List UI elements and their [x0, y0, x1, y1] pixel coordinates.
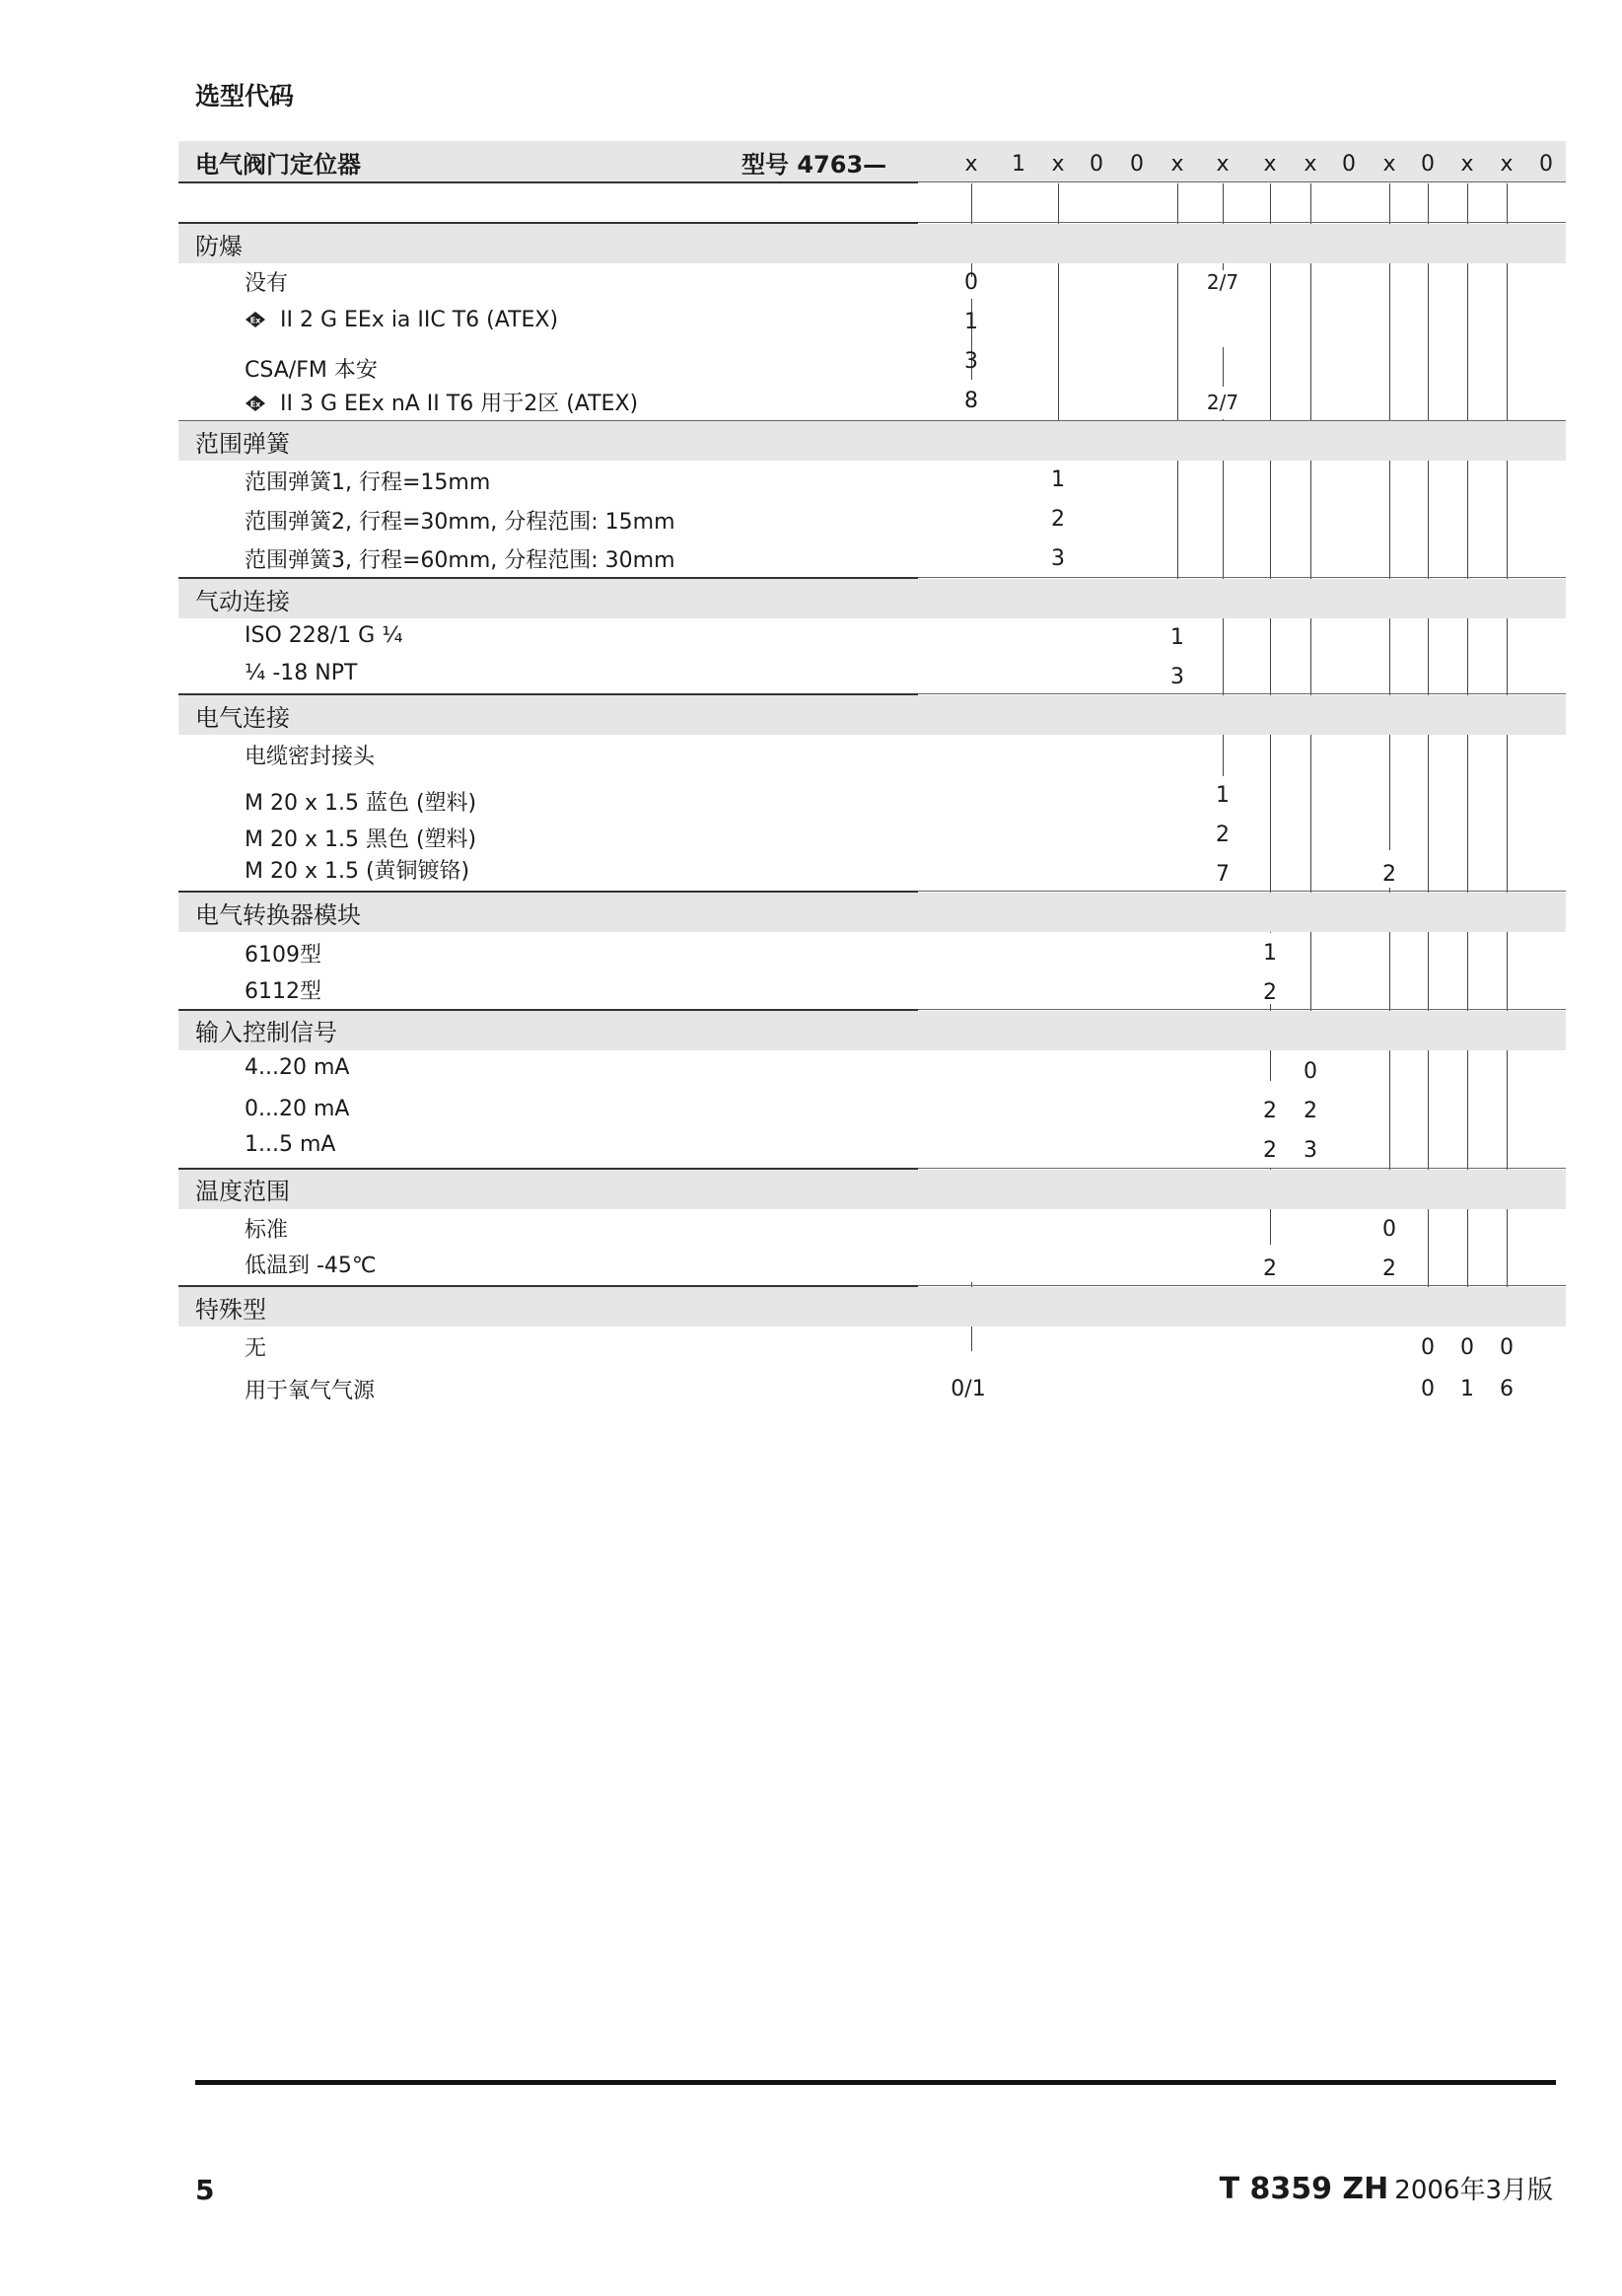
code-pos-1: x: [964, 152, 978, 177]
rule-temp-right: [918, 1168, 1566, 1169]
document-reference: [1220, 2170, 1553, 2206]
code-pos-11: x: [1382, 152, 1396, 177]
code-pos-4: 0: [1090, 152, 1103, 177]
code-spring-3: 3: [1051, 546, 1065, 571]
page-number: 5: [195, 2174, 215, 2206]
option-input-1-5: 1...5 mA: [245, 1132, 336, 1157]
section-title-special: 特殊型: [195, 1296, 266, 1324]
code-pos-9: x: [1304, 152, 1317, 177]
option-ex-atex-na-label: II 3 G EEx nA II T6 用于2区 (ATEX): [280, 392, 639, 416]
option-elec-blue: M 20 x 1.5 蓝色 (塑料): [245, 791, 477, 816]
band-pneu: [178, 579, 1566, 618]
option-temp-low: 低温到 -45℃: [245, 1254, 377, 1278]
code-spring-2: 2: [1051, 507, 1065, 532]
code-elec-brass: 7: [1216, 862, 1230, 887]
code-spring-1: 1: [1051, 467, 1065, 492]
code-temp-standard: 0: [1382, 1217, 1396, 1242]
code-input-0-20-a: 2: [1263, 1099, 1277, 1123]
code-pneu-iso: 1: [1170, 625, 1184, 650]
edition: 2006年3月版: [1394, 2176, 1553, 2205]
band-special: [178, 1287, 1566, 1327]
section-title-spring: 范围弹簧: [195, 430, 290, 458]
band-conv: [178, 893, 1566, 932]
section-title-elec: 电气连接: [195, 704, 290, 732]
code-conv-6109: 1: [1263, 941, 1277, 966]
code-elec-blue: 1: [1216, 783, 1230, 808]
option-special-none: 无: [245, 1336, 267, 1361]
footer-rule: [195, 2080, 1556, 2085]
option-ex-csa-fm: CSA/FM 本安: [245, 358, 378, 383]
svg-text:Ex: Ex: [249, 316, 261, 325]
option-input-4-20: 4...20 mA: [245, 1055, 350, 1080]
code-special-none-2: 0: [1460, 1335, 1474, 1360]
ex-mark-icon: [245, 395, 266, 412]
option-conv-6109: 6109型: [245, 943, 321, 968]
band-temp: [178, 1170, 1566, 1209]
code-pos-2: 1: [1012, 152, 1025, 177]
code-input-1-5-a: 2: [1263, 1138, 1277, 1163]
section-title-conv: 电气转换器模块: [195, 901, 361, 929]
band-ex: [178, 224, 1566, 263]
band-elec: [178, 695, 1566, 735]
page-title: 选型代码: [195, 82, 295, 110]
leader-conv: [1270, 183, 1271, 933]
code-special-oxygen-prefix: 0/1: [951, 1377, 986, 1401]
code-special-oxygen-1: 0: [1421, 1377, 1435, 1401]
code-pos-8: x: [1263, 152, 1277, 177]
option-spring-2: 范围弹簧2, 行程=30mm, 分程范围: 15mm: [245, 510, 675, 535]
header-rule: [178, 181, 918, 183]
option-ex-atex-na: [245, 387, 638, 417]
code-input-4-20: 0: [1304, 1059, 1317, 1084]
code-special-none-1: 0: [1421, 1335, 1435, 1360]
code-pos-13: x: [1460, 152, 1474, 177]
code-ex-none: 0: [964, 270, 978, 295]
leader-special-1: [1428, 183, 1429, 1316]
option-ex-atex-ia-label: II 2 G EEx ia IIC T6 (ATEX): [280, 308, 559, 332]
code-ex-csa-fm: 3: [964, 349, 978, 374]
code-ex-atex-ia: 1: [964, 310, 978, 334]
option-pneu-npt: ¼ -18 NPT: [245, 661, 358, 685]
code-ex-none-extra: 2/7: [1206, 270, 1239, 294]
code-pos-12: 0: [1421, 152, 1435, 177]
code-pos-3: x: [1051, 152, 1065, 177]
rule-conv-right: [918, 891, 1566, 892]
doc-code: T 8359 ZH: [1219, 2172, 1389, 2206]
section-title-temp: 温度范围: [195, 1178, 290, 1205]
header-rule-right: [918, 181, 1566, 182]
band-spring: [178, 421, 1566, 461]
code-pos-7: x: [1216, 152, 1230, 177]
rule-pneu-right: [918, 577, 1566, 578]
code-ex-atex-na-extra: 2/7: [1206, 391, 1239, 414]
option-conv-6112: 6112型: [245, 979, 321, 1004]
code-elec-black: 2: [1216, 823, 1230, 847]
code-pos-5: 0: [1130, 152, 1144, 177]
option-elec-brass: M 20 x 1.5 (黄铜镀铬): [245, 859, 470, 884]
rule-input-right: [918, 1009, 1566, 1010]
model-label: 型号 4763—: [741, 151, 887, 179]
svg-text:Ex: Ex: [249, 399, 261, 409]
product-name: 电气阀门定位器: [195, 151, 361, 179]
option-input-0-20: 0...20 mA: [245, 1097, 350, 1121]
rule-elec-right: [918, 693, 1566, 694]
ex-mark-icon: [245, 311, 266, 328]
code-input-1-5-b: 3: [1304, 1138, 1317, 1163]
rule-special-right: [918, 1285, 1566, 1286]
code-ex-atex-na: 8: [964, 389, 978, 413]
code-temp-low-b: 2: [1382, 1256, 1396, 1281]
code-conv-6112: 2: [1263, 980, 1277, 1005]
code-input-0-20-b: 2: [1304, 1099, 1317, 1123]
code-pos-15: 0: [1539, 152, 1553, 177]
rule-ex-right: [918, 222, 1566, 223]
code-special-oxygen-2: 1: [1460, 1377, 1474, 1401]
code-pos-10: 0: [1342, 152, 1356, 177]
option-elec-black: M 20 x 1.5 黑色 (塑料): [245, 827, 477, 852]
code-elec-brass-extra: 2: [1382, 862, 1396, 887]
code-temp-low-a: 2: [1263, 1256, 1277, 1281]
code-special-oxygen-3: 6: [1500, 1377, 1514, 1401]
leader-elec-b: [1389, 183, 1390, 850]
leader-ex-b2: [1223, 347, 1224, 387]
code-pos-14: x: [1500, 152, 1514, 177]
band-input: [178, 1011, 1566, 1050]
option-spring-1: 范围弹簧1, 行程=15mm: [245, 470, 491, 495]
section-title-ex: 防爆: [195, 233, 243, 260]
option-spring-3: 范围弹簧3, 行程=60mm, 分程范围: 30mm: [245, 548, 675, 573]
leader-special-2: [1467, 183, 1468, 1316]
option-ex-none: 没有: [245, 271, 289, 296]
elec-subtitle: 电缆密封接头: [245, 745, 376, 769]
leader-special-3: [1507, 183, 1508, 1316]
section-title-pneu: 气动连接: [195, 588, 290, 615]
code-pneu-npt: 3: [1170, 665, 1184, 689]
option-special-oxygen: 用于氧气气源: [245, 1379, 376, 1403]
option-temp-standard: 标准: [245, 1218, 289, 1243]
code-pos-6: x: [1170, 152, 1184, 177]
option-ex-atex-ia: [245, 308, 558, 332]
code-special-none-3: 0: [1500, 1335, 1514, 1360]
option-pneu-iso: ISO 228/1 G ¼: [245, 623, 403, 648]
section-title-input: 输入控制信号: [195, 1019, 337, 1046]
